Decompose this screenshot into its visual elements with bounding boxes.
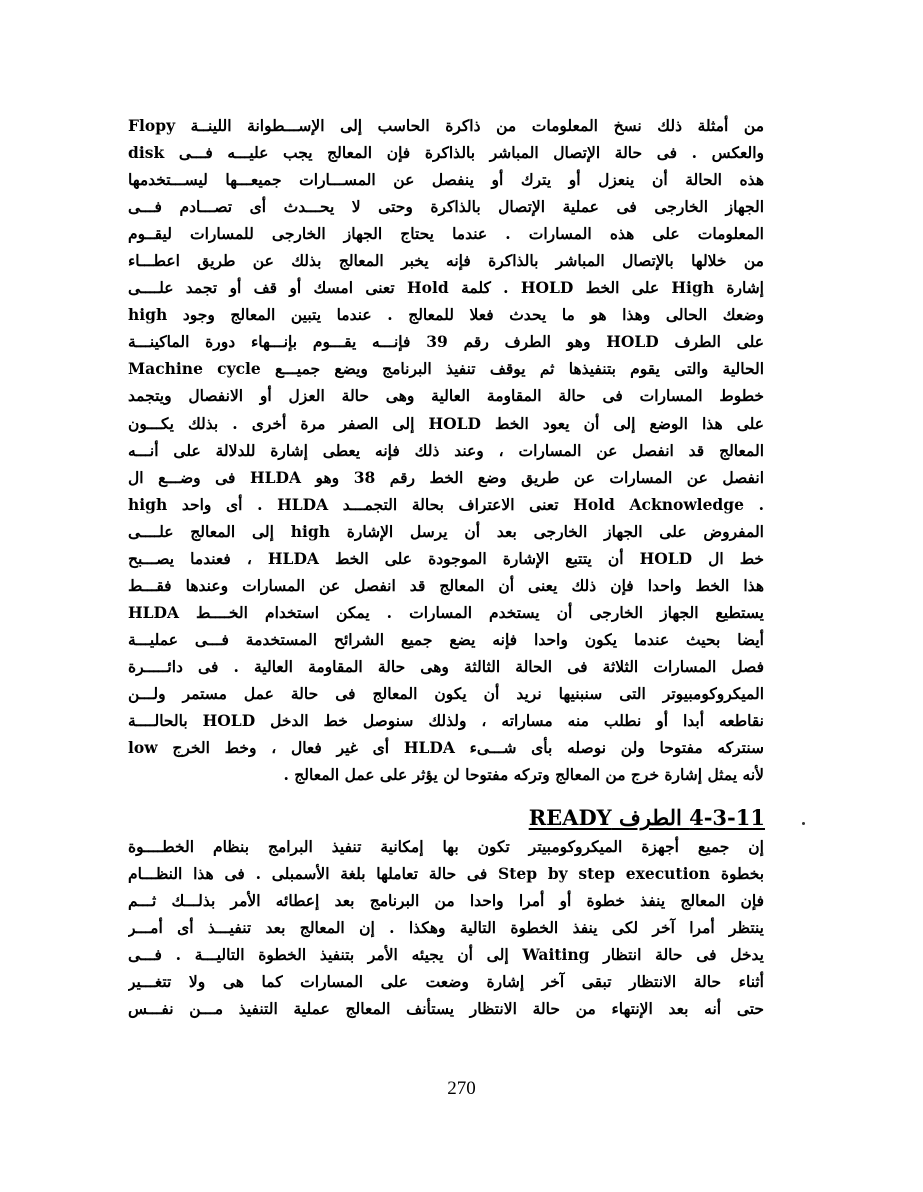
text-line: من خلالها بالإتصال المباشر بالذاكرة فإنه يخبر المعالج بذلك عن طريق اعطـــاء: [128, 251, 764, 271]
text-line: على هذا الوضع إلى أن يعود الخط HOLD إلى الصفر مرة أخرى . بذلك يكـــون: [128, 413, 764, 433]
text-line: disk والعكس . فى حالة الإتصال المباشر بالذاكرة فإن المعالج يجب عليـــه فـــى: [128, 143, 764, 163]
section-heading: 4-3-11 الطرف READY: [528, 805, 765, 830]
text-line: انفصل عن المسارات عن طريق وضع الخط رقم 38 وهو HLDA فى وضـــع ال: [128, 467, 764, 487]
text-line: خطوط المسارات فى حالة المقاومة العالية وهى حالة العزل أو الانفصال ويتجمد: [128, 386, 764, 406]
text-line: المفروض على الجهاز الخارجى بعد أن يرسل الإشارة high إلى المعالج علــــى: [128, 521, 764, 541]
text-line: Machine cycle الحالية والتى يقوم بتنفيذها ثم يوقف تنفيذ البرنامج ويضع جميـــع: [128, 359, 764, 379]
text-line: حتى أنه بعد الإنتهاء من حالة الانتظار يستأنف المعالج عملية التنفيذ مـــن نفـــس: [128, 999, 764, 1019]
text-line: الميكروكومبيوتر التى سنبنيها نريد أن يكون المعالج فى حالة عمل مستمر ولـــن: [128, 683, 764, 703]
text-line: يستطيع الجهاز الخارجى أن يستخدم المسارات . يمكن استخدام الخــــط HLDA: [128, 602, 764, 622]
text-line: هذه الحالة أن ينعزل أو يترك أو ينفصل عن المســـارات جميعـــها ليســـتخدمها: [128, 170, 764, 190]
text-line: بخطوة Step by step execution فى حالة تعاملها بلغة الأسمبلى . فى هذا النظـــام: [128, 864, 764, 884]
text-line: أثناء حالة الانتظار تبقى آخر إشارة وضعت على المسارات كما هى ولا تتغـــير: [128, 972, 764, 992]
text-line: هذا الخط واحدا فإن ذلك يعنى أن المعالج قد انفصل عن المسارات وعندها فقـــط: [128, 575, 764, 595]
text-line: low أى غير فعال ، وخط الخرج HLDA سنتركه مفتوحا ولن نوصله بأى شـــىء: [128, 738, 764, 758]
text-line: إن جميع أجهزة الميكروكومبيتر تكون بها إمكانية تنفيذ البرامج بنظام الخطــــوة: [128, 837, 764, 856]
text-line: وضعك الحالى وهذا هو ما يحدث فعلا للمعالج . عندما يتبين المعالج وجود high: [128, 305, 764, 325]
text-line: من أمثلة ذلك نسخ المعلومات من ذاكرة الحاسب إلى الإســـطوانة اللينــة Flopy: [128, 116, 764, 135]
body-paragraph-ready: [128, 833, 764, 1022]
text-line: نقاطعه أبدا أو نطلب منه مساراته ، ولذلك سنوصل خط الدخل HOLD بالحالــــة: [128, 711, 764, 731]
body-paragraph-hold: [128, 112, 764, 788]
text-line: خط ال HOLD أن يتتبع الإشارة الموجودة على الخط HLDA ، فعندما يصـــبح: [128, 548, 764, 568]
text-line: إشارة High على الخط HOLD . كلمة Hold تعنى امسك أو قف أو تجمد علــــى: [128, 278, 764, 298]
text-line: المعالج قد انفصل عن المسارات ، وعند ذلك فإنه يعطى إشارة للدلالة على أنـــه: [128, 440, 764, 460]
text-line: high أى واحد . HLDA تعنى الاعتراف بحالة التجمـــد Hold Acknowledge .: [128, 494, 764, 514]
text-line: ينتظر أمرا آخر لكى ينفذ الخطوة التالية وهكذا . إن المعالج بعد تنفيـــذ أى أمـــر: [128, 918, 764, 938]
text-line: المعلومات على هذه المسارات . عندما يحتاج الجهاز الخارجى للمسارات ليقــوم: [128, 224, 764, 244]
text-line: فصل المسارات الثلاثة فى الحالة الثالثة وهى حالة المقاومة العالية . فى دائـــــرة: [128, 656, 764, 676]
page-number: 270: [447, 1078, 476, 1099]
text-line: يدخل فى حالة انتظار Waiting إلى أن يجيئه الأمر بتنفيذ الخطوة التاليـــة . فـــى: [128, 945, 764, 965]
text-line: على الطرف HOLD وهو الطرف رقم 39 فإنـــه يقـــوم بإنـــهاء دورة الماكينـــة: [128, 332, 764, 352]
margin-mark: [802, 822, 805, 825]
text-line: أيضا بحيث عندما يكون واحدا فإنه يضع جميع الشرائح المستخدمة فـــى عمليـــة: [128, 629, 764, 649]
text-line: لأنه يمثل إشارة خرج من المعالج وتركه مفتوحا لن يؤثر على عمل المعالج .: [283, 765, 764, 785]
text-line: الجهاز الخارجى فى عملية الإتصال بالذاكرة وحتى لا يحـــدث أى تصـــادم فـــى: [128, 197, 764, 217]
text-line: فإن المعالج ينفذ خطوة أو أمرا واحدا من البرنامج بعد إعطائه الأمر بذلـــك ثـــم: [128, 891, 764, 911]
